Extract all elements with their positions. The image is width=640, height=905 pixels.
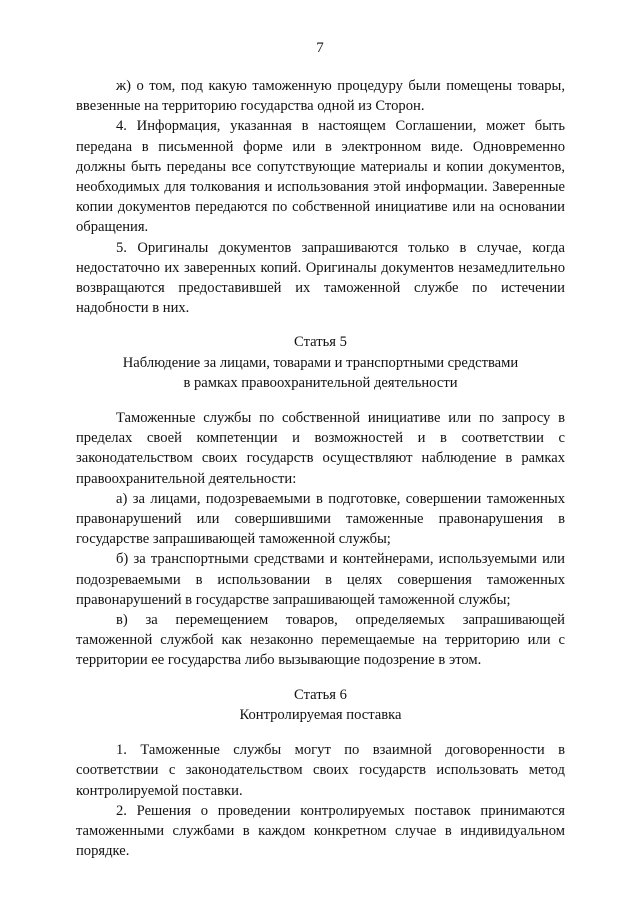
article-5-item-v: в) за перемещением товаров, определяемых запрашивающей таможенной службой как незаконно перемещаемые на территорию или с территории ее государства либо вызывающие подозрение в этом. bbox=[76, 612, 565, 669]
article-5-item-b: б) за транспортными средствами и контейнерами, используемыми или подозреваемыми в использовании в целях совершения таможенных правонарушений в государстве запрашивающей таможенной службы; bbox=[76, 551, 565, 608]
article-6-title: Контролируемая поставка bbox=[239, 706, 402, 723]
paragraph-information-form: 4. Информация, указанная в настоящем Соглашении, может быть передана в письменной форме или в электронном виде. Одновременно должны быть переданы все сопутствующие материалы и копии документов, необходимых для толкования и использования этой информации. Заверенные копии документов передаются по собственной инициативе или на основании обращения. bbox=[76, 118, 565, 236]
article-6-paragraph-2: 2. Решения о проведении контролируемых поставок принимаются таможенными службами в каждом конкретном случае в индивидуальном порядке. bbox=[76, 802, 565, 860]
article-5-title-line-2: в рамках правоохранительной деятельности bbox=[183, 374, 458, 391]
article-5-intro-paragraph: Таможенные службы по собственной инициативе или по запросу в пределах своей компетенции и возможностей и в соответствии с законодательством своих государств осуществляют наблюдение в рамках правоохранительной деятельности: bbox=[76, 410, 565, 487]
article-6-paragraph-1: 1. Таможенные службы могут по взаимной договоренности в соответствии с законодательством своих государств использовать метод контролируемой поставки. bbox=[76, 742, 565, 799]
page-number: 7 bbox=[316, 40, 324, 56]
article-5-item-a: а) за лицами, подозреваемыми в подготовке, совершении таможенных правонарушений или совершившими таможенные правонарушения в государстве запрашивающей таможенной службы; bbox=[76, 490, 565, 548]
paragraph-customs-procedure: ж) о том, под какую таможенную процедуру были помещены товары, ввезенные на территорию государства одной из Сторон. bbox=[76, 78, 565, 115]
article-5-title-line-1: Наблюдение за лицами, товарами и транспортными средствами bbox=[122, 354, 519, 371]
paragraph-original-documents: 5. Оригиналы документов запрашиваются только в случае, когда недостаточно их заверенных копий. Оригиналы документов незамедлительно возвращаются предоставившей их таможенной службе по истечении надобности в них. bbox=[76, 239, 565, 317]
article-5-number: Статья 5 bbox=[294, 334, 347, 351]
page-content bbox=[76, 76, 565, 861]
article-6-number: Статья 6 bbox=[294, 686, 347, 703]
